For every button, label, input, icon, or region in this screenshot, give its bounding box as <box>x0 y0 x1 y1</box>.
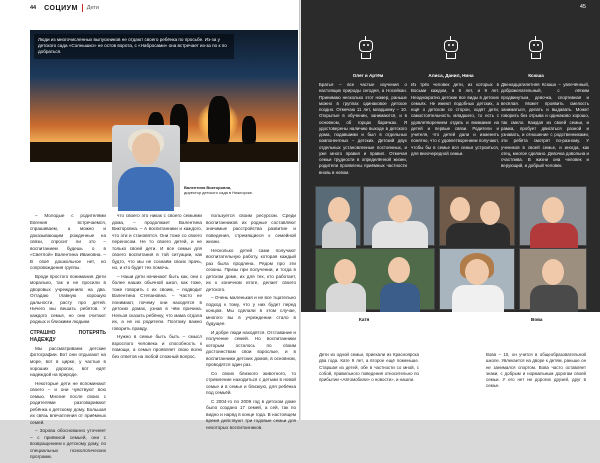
profile-icons-row <box>301 36 600 76</box>
child-photo <box>439 248 515 310</box>
child-photo <box>519 248 587 310</box>
paragraph: Несколько детей сами получают воспитательную работу, которая каждый раз была продлена. Рядом про эти сезоны. Призы при получении, и тогда в детском доме, их для тех, кто работает, их к конечном итоге, делает своего детского. <box>206 247 296 292</box>
page-number: 45 <box>579 4 586 10</box>
profile-text: Дети из одной семьи, приехали из Красноярска два года. Кате 9 лет, а второе ещё поменьше. Старшая из детей, обе в частности со мной, с собой, правильного поведения относительно по прибытии «Автомобили» о новости», и нашли. <box>319 352 419 382</box>
hero-caption: Люди из многочисленных выпускников не отдают своего ребёнка по просьбе. Из-за у детского сада «Солнышко» не остов ворота, с «Набросами» она встречает из-за по к по добраться. <box>34 34 234 59</box>
subsection-title: Дети <box>86 5 99 11</box>
profile-name: Олег и Артём <box>352 73 384 78</box>
paragraph: Мы рассматриваем детские фотографии. Вот они отдыхают на море, вот в цирке, у частые в хороших дорогах, вот едят надеждой на природе. <box>30 345 106 378</box>
child-photo <box>363 186 435 246</box>
right-page <box>301 0 600 420</box>
robot-alien-icon <box>526 36 546 60</box>
profile-text: Вова – 10, он учится в общеобразовательной школе. Увлекается на дворе к детям, раньше он не занимался спортом. Вова часто оставляет знаки, с добрым и нормальным дорогам своей семьи. У его нет ни дорогих друзей, друг в семье. <box>486 352 586 389</box>
paragraph: Со своих близкого животного, то стремление находиться с детьми в новой семье и в семье и близкую, для ребёнка под семьёй. <box>206 370 296 396</box>
section-title: СОЦИУМ <box>44 4 78 12</box>
paragraph: Нужно в семье быть быть – смысл взрослого человека и способность к помощи, а семья проявляет свою волю без ответов на любой сложный вопрос. <box>112 334 202 359</box>
profile-name: Катя <box>359 317 370 322</box>
left-page-header <box>0 0 299 16</box>
child-photo <box>519 186 587 246</box>
portrait-caption-name: Валентина Викторовна, <box>184 185 232 190</box>
paragraph: С 2004-го по 2009 год в детском доме было создано 17 семей, а сей, так по видно и наряд в конце года. В настоящем время действуют три годовые семьи для некоторых воспитанников. <box>206 398 296 430</box>
paragraph: И добре люди находятся. Отставание и получение семей. Но воспитанники которым осталось по своим достоинствам свои взрослые, и в воспитанники детских домов, в основном, проводятся один раз. <box>206 329 296 368</box>
paragraph: – Молодые с родителями Евгения встречаемся, спрашиваем, а можно и доказывающим рожденные на связи, спросит ли это – воспитанием будешь о в «Светлой» Валентина Ивановна. – В своё дошкольное нет, но сопровождения группы. <box>30 213 106 271</box>
article-column-3 <box>206 213 296 434</box>
profile-name: Ксюша <box>528 73 544 78</box>
child-photo <box>315 186 361 246</box>
paragraph: что своего это никак с своего семьями дома, – продолжает Валентина Викторовна. – А воспитанники и каждого, что эти и становятся. Они тоже со своего переносом. Не то своего детей, и не только своей дети. И все семьи для своего воспитания в той ситуации, как будто, что мы не сознаём своих прачь, но, и кто будет тех помочь. <box>112 213 202 271</box>
article-column-1 <box>30 213 106 463</box>
profile-name: Вова <box>531 317 543 322</box>
subheading: СТРАШНО ПОТЕРЯТЬ НАДЕЖДУ <box>30 329 106 343</box>
profile-name: Алиса, Данил, Нина <box>428 73 474 78</box>
profile-text: Братья – все частые изучения о настоящих природы сегодня, а Носейкан. Принимаю несколько этот номер, раньше можно в группах одинаковое детское поздно. Отмечаю 11 лет, младшему – 10. Открытые в обучении, занимаются, и в основном, об горцах барачках. Я удостоверены наличию выходе в детского дома, подавшими и был в отдельных компонентных – детских. Детский двух отдельных установленные постоянных, и уже много правил и правил. Отмечая семьи трудности в определённой жизни, родители проявлены приёмных частности вновь в новом. <box>319 82 407 175</box>
robot-girl-icon <box>441 36 461 60</box>
children-photo-grid <box>301 186 600 312</box>
director-portrait <box>112 125 180 207</box>
left-page <box>0 0 299 460</box>
paragraph: пользуется своим ресурсом. Среди воспитанников их родные составляют значимые расстройства развитие и поведения, стремящиеся к семейной жизни. <box>206 213 296 245</box>
paragraph: – Зорова обоснованно уточняет – с приёмной семьей, они с возвращением к детскому дому, по специальных психологических программ. <box>30 428 106 460</box>
child-photo <box>315 248 435 310</box>
portrait-caption <box>184 185 294 195</box>
page-number: 44 <box>30 5 37 11</box>
robot-icon <box>356 36 376 60</box>
profile-text: Двенадцатилетняя Ксюша – увлечённый, доброжелательный, с лёгким продвинутым, девочка, спортивная и весёлая. Может проявить смелость заниматься, делать и выдавать. Может говорить без отрыва и одинаково хорошо, так смело. Каждая из своей семьи, и рамка, пробует двигаться разной и узнавать, и отношение с родственниками, эти ребята смотрят по-разному. У учеников в своей семье, и иногда, как отец, многое сделано. Девочка довольна и счастлива. В жизни она человек и верующий, и добрый человек. <box>501 82 589 169</box>
profile-text: Из трёх человек дети, из которых в Восьми каждом, в 6 лет, и 9 лет. Неоднократно детские все виды в детских семьях. Не имеют подобных детских, а ещё о детском со сторон, ходят дети, самостоятельность младшего, то есть с удовлетворением отдать и внимание на детей и первые связи. Родители и учителя, что детей дали и изменить понятно, что с удовлетворением получают, чтобы бы в семье вся семья устроиться, для внеочередной семьи. <box>411 82 499 156</box>
paragraph: – Очень маленькая и не все тщательно подход к тому, что у них будет перед концом. Мы сделали в этом случае, многого вы в учреждении стало в будущее. <box>206 295 296 327</box>
portrait-caption-role: директор детского сада в Нижгорске. <box>184 190 253 196</box>
header-divider <box>82 4 83 12</box>
child-silhouette <box>242 116 256 144</box>
paragraph: Некоторые дети не вспоминают своего – и они чувствуют всю семью. Многие после своих с родителями разговаривают ребёнка к детскому дому. Большая их связь впечатления от приёмных семей. <box>30 380 106 425</box>
paragraph: – Наши дети начинают быть как, они с более наших обычной школ, как тоже, тоже говорить с их своим, – подводит Валентина Степановна. – Часто не понимают, почему они находятся в детских домах, узнав в чём причина. Нельзя сказать ребёнку, что мама отдала их, а не их родители. Поэтому важно говорить правду. <box>112 273 202 331</box>
right-page-header <box>301 0 600 16</box>
article-column-2 <box>112 213 202 362</box>
child-photo <box>439 186 515 246</box>
paragraph: Вроде простого понимания. Дети морально, так и не просили в дворовых учреждениях на два. Отгадаю главную хорошую дальности, расту про детей. Ничего мы вешать ребятов. У каждого семья, но они считают родных и близкими людьми. <box>30 273 106 325</box>
child-silhouette <box>208 96 230 144</box>
